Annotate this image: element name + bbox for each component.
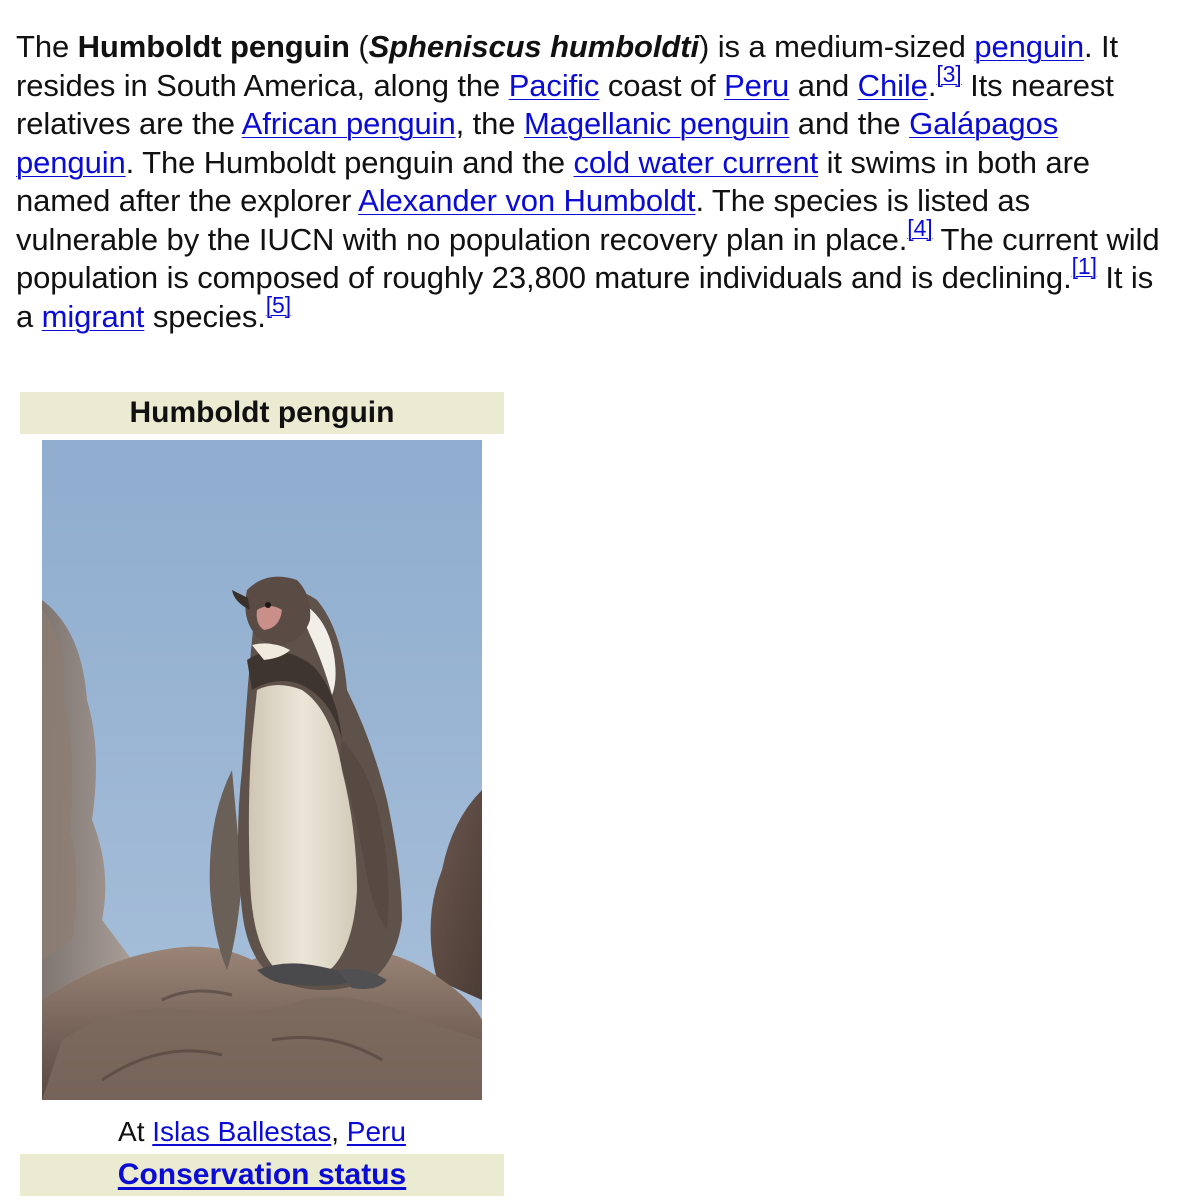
conservation-status-header	[20, 1154, 504, 1196]
reference-4[interactable]: [4]	[907, 214, 933, 241]
link-magellanic-penguin[interactable]: Magellanic penguin	[523, 106, 790, 141]
penguin-photo[interactable]	[42, 440, 482, 1100]
infobox-title: Humboldt penguin	[20, 392, 504, 434]
text: and the	[789, 106, 910, 141]
article-lead-paragraph	[16, 28, 1176, 336]
text: It is a	[16, 260, 1154, 334]
caption-separator: ,	[331, 1116, 347, 1147]
text: (	[349, 29, 369, 64]
text: .	[927, 67, 937, 103]
link-chile[interactable]: Chile	[857, 67, 928, 103]
text: . The Humboldt penguin and the	[125, 144, 574, 180]
caption-prefix: At	[118, 1116, 153, 1147]
link-conservation-status[interactable]: Conservation status	[117, 1158, 407, 1191]
reference-5[interactable]: [5]	[265, 291, 292, 318]
binomial-name: Spheniscus humboldti	[368, 29, 699, 64]
text: it swims in both are named after the explorer	[16, 144, 1090, 218]
text: species.	[144, 298, 266, 334]
link-migrant[interactable]: migrant	[41, 298, 145, 334]
text: . The species is listed as vulnerable by the IUCN with no population recovery plan in place.	[16, 183, 1030, 257]
image-caption	[20, 1113, 504, 1151]
text: and	[789, 67, 858, 103]
link-alexander-von-humboldt[interactable]: Alexander von Humboldt	[358, 183, 696, 218]
text: , the	[455, 106, 524, 141]
reference-3[interactable]: [3]	[936, 60, 962, 87]
link-african-penguin[interactable]: African penguin	[241, 106, 456, 141]
text: coast of	[599, 67, 725, 103]
text: Its nearest relatives are the	[16, 67, 1114, 141]
reference-1[interactable]: [1]	[1071, 253, 1097, 279]
link-penguin[interactable]: penguin	[974, 29, 1084, 64]
article-title-bold: Humboldt penguin	[77, 29, 350, 64]
link-caption-peru[interactable]: Peru	[346, 1116, 406, 1147]
link-galapagos-penguin[interactable]: Galápagos penguin	[16, 106, 1059, 180]
link-islas-ballestas[interactable]: Islas Ballestas	[152, 1116, 332, 1147]
link-cold-water-current[interactable]: cold water current	[573, 144, 819, 180]
text: The	[16, 29, 78, 64]
text: The current wild population is composed of roughly 23,800 mature individuals and is declining.	[16, 221, 1160, 295]
text: ) is a medium-sized	[698, 29, 975, 64]
link-peru[interactable]: Peru	[724, 67, 790, 103]
text: . It resides in South America, along the	[16, 29, 1119, 103]
link-pacific[interactable]: Pacific	[508, 67, 600, 103]
